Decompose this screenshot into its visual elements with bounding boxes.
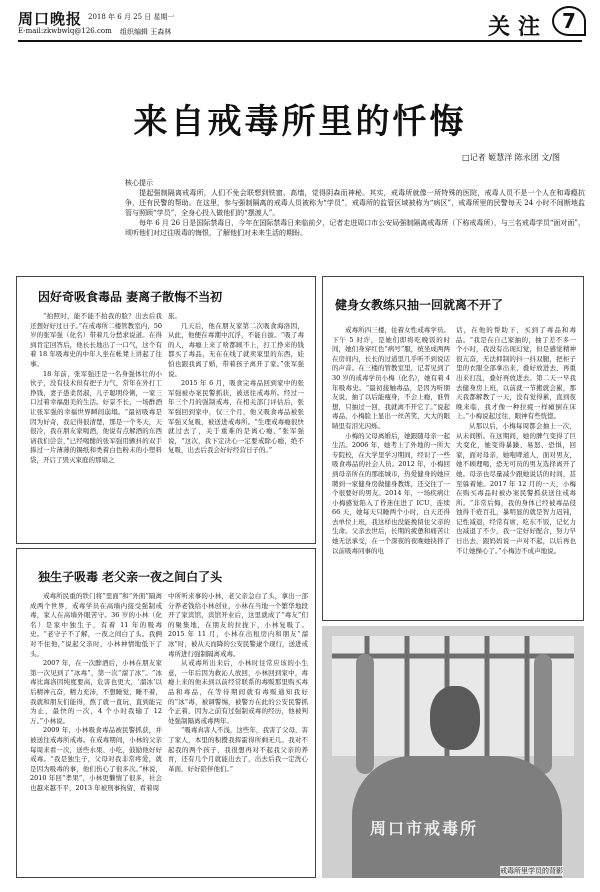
paragraph: 2009 年，小林吸食毒品被民警抓获，并被送往戒毒所戒毒。在戒毒期间，小林的父亲每周来看一次，送些水果、小吃，鼓励他好好戒毒。“我是独生子，父母对我非常疼爱，就是因为吸毒的事，他们伤心了很多次。”林说，2010 年回“孝果”，小林更懒惰了很多，社会也越来越不平，2013 年被刑事拘留，看着周 xyxy=(30,726,162,792)
paragraph: 戒毒所民重的铁门将“里面”和“外面”隔离成两个世界，戒毒学员在高墙内接受强制戒毒，家人在高墙外眼苦守。36 岁的小林（化名）是家中独生子，有着 11 年的吸毒史。“老守子不了解，一夜之间白了头。我俩对不住他，”说起父亲时，小林神情地低下了头。 xyxy=(30,592,162,658)
photo-caption: 戒毒所里学员的背影 xyxy=(500,867,563,875)
story-title: 健身女教练只抽一回就离不开了 xyxy=(335,298,504,312)
page-number: 7 xyxy=(552,6,586,36)
paragraph: 几天后，他在朋友家第二次吸食海洛因，从此，他便在毒潮中沉浮，不能自拔。“吸了毒的人，毒瘾上来了啥都顾不上，打工挣来的钱都买了毒品，无在在线了就卖家里的东西，娃怕也跟我离了婚，带着孩子离开了家。”张军强说。 xyxy=(168,321,304,378)
head xyxy=(430,686,480,750)
header-rule xyxy=(18,40,582,42)
newspaper-logo: 周口晚报 xyxy=(18,10,83,28)
story-column xyxy=(332,326,450,616)
paragraph: 从那以后，小梅每周都会抽上一次，从未间断。在这期间，她的脾气变得了巨大变化，她变得暴躁、易怒、恐惧，回家，面对母亲，她咆哮道人，面对男友，她不顾理喝，恐无可员的男友选择离开了她。母亲也尽量减少跟她说话的时间，甚至躲着她。2017 年 12 月的一天，小梅在购买毒品时被办案民警抓获送往戒毒所。“非常后悔，我的身体已经被毒品侵蚀得千疮百孔，暴明显的就是智力迟钝，记性减退，经常有席，吃东不饭，记忆力也减退了不少，我一定好好配合，努力早日出去，跟妈妈说一声对不起，以后再也不让她操心了。”小梅边不成声地说。 xyxy=(456,421,576,555)
paragraph: 2015 年 6 月，吸食完毒品回到家中的张军强被办案民警抓获，被送往戒毒所。经过一年三个月的强制戒毒，在相关部门评估后，张军强回到家中，仅三个月，他又吸食毒品被张军强又复吸，被送进戒毒所。“生理戒毒瘾很快就过去了，关于重难的是离心瘾，”张军强说，“这次，我下定决心一定要戒除心瘾，绝不复吸，出去后我会好好经营日子的。” xyxy=(168,379,304,455)
summary-paragraph: 提起强制隔离戒毒所，人们不免会联想到铁窗、高墙，觉得阴森而神秘。其实，戒毒所就像一所特殊的医院，戒毒人员不是一个人在和毒瘾抗争，还有民警的帮助。在这里，参与强制隔离的戒毒人员被称为“学员”，戒毒所的监管区域被称为“病区”，戒毒所里的民警每天 24 小时不间断地监管与照顾“学员”，全身心投入做他们的“摆渡人”。 xyxy=(125,189,585,217)
right-arm xyxy=(534,654,552,774)
uniform-text: 周口市戒毒所 xyxy=(370,819,479,838)
issue-date: 2018 年 6 月 25 日 星期一 xyxy=(88,13,175,21)
contact-email: E-mail:zkwbwlq@126.com xyxy=(18,27,112,35)
inmate-photo xyxy=(322,626,584,878)
paragraph: 18 年前，张军强还是一名身强体壮的小伙子，没有技术但有把子力气，常年在外打工挣钱，妻子愚柔贤淑，儿子聪明伶俐，一家三口过着幸福甜美的生活。好景不长，一场酢酒让张军强的幸福世界瞬间崩塌。“最初吸毒是因为好奇，我记得很清楚，那是一个冬天，天很冷，我在朋友家喝酒，他说有点解酒的东西请我们尝尝，”已经喝酣的张军强用颤抖的双手捧过一片薄薄的锡纸和类着白色粉末的小塑料袋，开启了毁灭家庭的那扇之 xyxy=(30,369,162,464)
paragraph: “吸毒真害人不浅，这些年，我害了父母，害了家人，本里的积攒我挥霍得所剩无几。我对不起我的两个孩子，我很想再对不起我父亲的养育，还有几个月就能出去了，出去后我一定洗心革面，好好陪伴他们。” xyxy=(168,726,308,773)
summary xyxy=(125,178,585,238)
paragraph: 小梅的父母离婚后，她跟随母亲一起生活。2006 年，她考上了外地的一所大专院校，在大学里学习期间，经识了一些吸食毒品的社会人员。2012 年，小梅回到母亲所在的那座城市，热爱健身的她应聘到一家健身房做健身教练，还交往了一个很要好的男友。2014 年，一场疾病让小梅感觉陷入了昏迷住进了 ICU，连续 66 天，她每天只睡两个小时，白天还得去单位上班，我这样也没能挽留住父亲的生命。父亲去世后，长期的疲惫和痛苦让她无法承受，在一个深夜的夜晚她抉择了以前吸毒同事的电 xyxy=(332,431,450,555)
paragraph: 戒毒所四三楼，住着女性戒毒学员。下午 5 时许，是她们即将吃晚饭的时间，她们身穿红色“病号”服，统坐成两两在房间内，长长的过道里几乎听不到说话的声音。在三楼的管教室里，记者见到了 30 岁的戒毒学员小梅（化名），她有着 4 年吸毒史。“最初接触毒品，是因为听朋友说，抽了以后能瘦身，不会上瘾，谁曾想，只抽过一回，我就离不开它了。”说起毒品，小梅脸上显出一丝苦笑，大大的眼睛里有泪光闪烁。 xyxy=(332,326,450,430)
paragraph: 话，在他的帮助下，买到了毒品和毒品。“我是在自己家抽的，抽了差不多一个小时，我没有出现幻觉，但是感觉精神很亢奋，无法抑制的抖一抖双腿，把柜子里的衣服全部拿出来，叠好放进去，再重出来打乱，叠好再放进去。第二天一早我去健身房上班，以前就一节搬就会累，那天我都解教了一天，没有觉得累，直到夜晚来临，我才像一种拉疲一样瘫倒在床上。”小梅说起过往，眼神有些恍惚。 xyxy=(456,326,576,421)
section-title: 关注 xyxy=(488,14,549,40)
paragraph: 2007 年，在一次醉酒后，小林在朋友家第一次见到了“冰毒”，第一次“溜了冰”。“冰毒比海洛因纯度要高，危害也更大，‘溜冰’以后精神亢奋，精力充沛，不想睡觉，睡不着，我就和朋友们能得，熬了就一直玩，直到能完为止，最快的一次，4 个小时我输了 12 万。”小林说。 xyxy=(30,659,162,725)
story-title: 独生子吸毒 老父亲一夜之间白了头 xyxy=(38,570,223,584)
editor-credit: 组织编辑 王森林 xyxy=(120,28,172,36)
paragraph: 中所听来事的小林，老父亲急白了头，拿出一部分养老钱给小林创业，小林在当地一个繁华地段开了家宾馆，宾馆开业后，这里就成了“毒友”们的聚集地，在朋友的拉拢下，小林复吸了。2015 年 11 月，小林在出租房内和朋友“溜冰”时，被从天而降的公安民警逮个现行，送进戒毒所进行强制隔离戒毒。 xyxy=(168,592,308,658)
story-column xyxy=(168,592,308,872)
summary-label: 核心提示 xyxy=(125,179,153,187)
paragraph: 从戒毒所出来后，小林时往常应该的小生意，一年后因为救沁人放回，小林回到家中，毒瘾上来的他未到以前经常联系的毒贩那里购买毒品和毒品，在等待期间就有毒贩通知我好的“冰”毒，被调警惕，被警方在此的公安民警抓个正着，因为之前有过强制戒毒的经历，他被判处强制隔离戒毒两年。 xyxy=(168,659,308,725)
left-arm xyxy=(356,654,374,774)
summary-paragraph: 每年 6 月 26 日是国际禁毒日，今年在国际禁毒日来临前夕，记者走进周口市公安局强制隔离戒毒所（下称戒毒所），与三名戒毒学员“面对面”，顷听他们对过往吸毒的悔恨，了解他们对未来生活的期盼。 xyxy=(125,219,585,237)
paragraph: “拍照时，能不能不拍我的脸？出去后我还想好好过日子。”在戒毒所二楼管教室内，50 岁的张军强（化名）带着几分愁求说道。在得到肯定回答后，他长长地出了一口气，这个有着 18 年吸毒史的中年人坐在帐凳上讲起了往事。 xyxy=(30,312,162,368)
story-title: 因好奇吸食毒品 妻离子散悔不当初 xyxy=(38,290,223,304)
headline: 来自戒毒所里的忏悔 xyxy=(133,102,467,142)
story-column xyxy=(30,592,162,872)
byline: □记者 姬慧洋 陈永团 文/图 xyxy=(462,153,560,162)
story-column xyxy=(30,312,162,534)
story-column xyxy=(456,326,576,616)
story-column xyxy=(168,312,304,534)
paragraph: 旅。 xyxy=(168,312,181,320)
